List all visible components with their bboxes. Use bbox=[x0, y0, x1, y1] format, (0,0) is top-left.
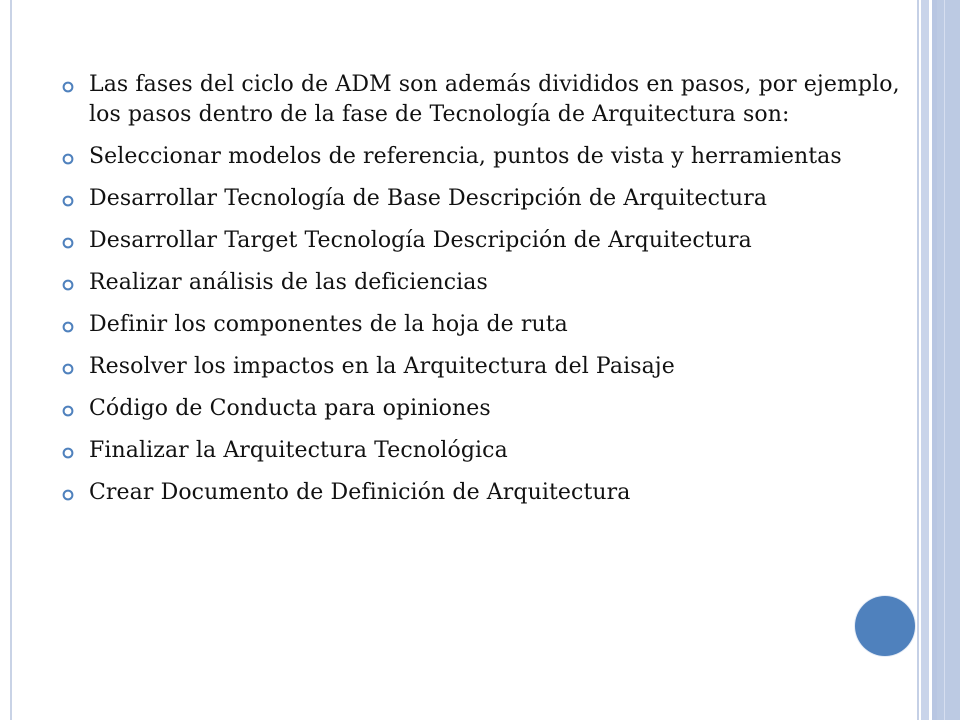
list-item bbox=[62, 436, 912, 466]
list-item bbox=[62, 310, 912, 340]
ring-bullet-icon bbox=[62, 279, 74, 291]
right-decorative-band-highlight bbox=[944, 0, 945, 720]
bullet-text: Código de Conducta para opiniones bbox=[89, 396, 491, 421]
ring-bullet-icon bbox=[62, 405, 74, 417]
list-item bbox=[62, 394, 912, 424]
bullet-text: Seleccionar modelos de referencia, puntos de vista y herramientas bbox=[89, 144, 842, 169]
ring-bullet-icon bbox=[62, 81, 74, 93]
ring-bullet-icon bbox=[62, 447, 74, 459]
list-item bbox=[62, 70, 912, 130]
ring-bullet-icon bbox=[62, 195, 74, 207]
list-item bbox=[62, 352, 912, 382]
list-item bbox=[62, 184, 912, 214]
bullet-text: Definir los componentes de la hoja de ruta bbox=[89, 312, 568, 337]
list-item bbox=[62, 142, 912, 172]
ring-bullet-icon bbox=[62, 321, 74, 333]
right-decorative-band bbox=[921, 0, 929, 720]
ring-bullet-icon bbox=[62, 153, 74, 165]
list-item bbox=[62, 226, 912, 256]
left-border-rule bbox=[10, 0, 12, 720]
bullet-text: Realizar análisis de las deficiencias bbox=[89, 270, 488, 295]
list-item bbox=[62, 268, 912, 298]
ring-bullet-icon bbox=[62, 489, 74, 501]
list-item bbox=[62, 478, 912, 508]
ring-bullet-icon bbox=[62, 363, 74, 375]
right-decorative-band bbox=[937, 0, 960, 720]
bullet-text: Resolver los impactos en la Arquitectura del Paisaje bbox=[89, 354, 675, 379]
accent-circle bbox=[855, 596, 915, 656]
bullet-text: Desarrollar Target Tecnología Descripción de Arquitectura bbox=[89, 228, 752, 253]
bullet-text: Finalizar la Arquitectura Tecnológica bbox=[89, 438, 508, 463]
bullet-text: Desarrollar Tecnología de Base Descripción de Arquitectura bbox=[89, 186, 768, 211]
right-decorative-band bbox=[917, 0, 919, 720]
bullet-text: Crear Documento de Definición de Arquitectura bbox=[89, 480, 631, 505]
bullet-text: Las fases del ciclo de ADM son además divididos en pasos, por ejemplo, los pasos dentro de la fase de Tecnología de Arquitectura son: bbox=[89, 72, 900, 127]
bullet-list bbox=[62, 70, 912, 520]
ring-bullet-icon bbox=[62, 237, 74, 249]
